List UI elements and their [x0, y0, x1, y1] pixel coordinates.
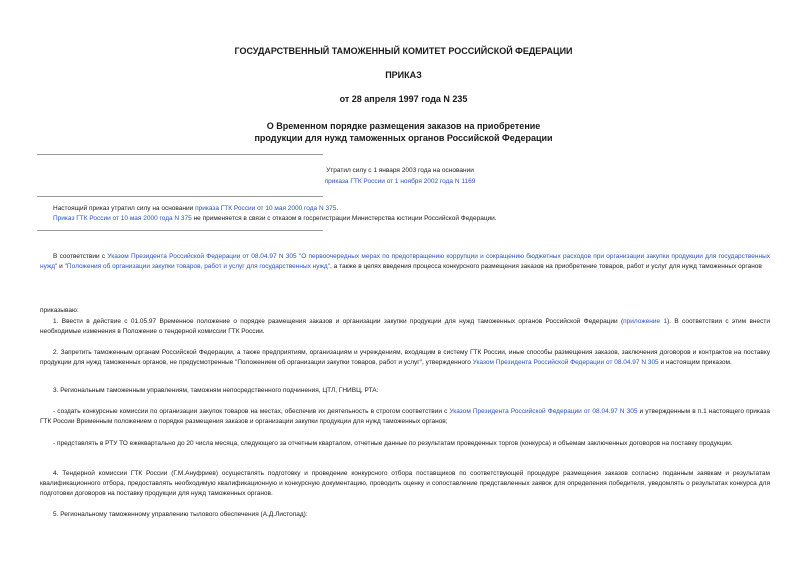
paragraph-5: 5. Региональному таможенному управлению тылового обеспечения (А.Д.Листопад): — [53, 511, 308, 518]
expiry-link[interactable]: приказа ГТК России от 1 ноября 2002 года N 1169 — [324, 178, 476, 185]
appendix-link[interactable]: приложение 1 — [623, 318, 668, 325]
separator-line — [37, 196, 323, 197]
expiry-text: Утратил силу с 1 января 2003 года на основании — [326, 167, 474, 174]
decree-link[interactable]: Указом Президента Российской Федерации от 08.04.97 N 305 — [449, 408, 638, 415]
separator-line — [37, 154, 323, 155]
title-line-2: продукции для нужд таможенных органов Российской Федерации — [254, 133, 553, 143]
separator-line — [37, 230, 323, 231]
expiry-notice — [300, 165, 500, 187]
note-text: Настоящий приказ утратил силу на основании — [53, 205, 196, 212]
paragraph-1: 1. Ввести в действие с 01.05.97 Временное положение о порядке размещения заказов и организации закупки продукции для нужд таможенных органов Российской Федерации (приложение 1). В соответствии с этим внести необходимые изменения в Положение о тендерной комиссии ГТК России. — [40, 318, 770, 335]
note-text: не применяется в связи с отказом в госрегистрации Министерства юстиции Российской Федерации. — [191, 215, 497, 222]
organization-heading: ГОСУДАРСТВЕННЫЙ ТАМОЖЕННЫЙ КОМИТЕТ РОССИЙСКОЙ ФЕДЕРАЦИИ — [234, 46, 573, 56]
decree-link[interactable]: Указом Президента Российской Федерации от 08.04.97 N 305 "О первоочередных мерах по предотвращению коррупции и сокращению бюджетных расходов при организации закупки продукции для государственных нужд" — [40, 253, 770, 270]
preamble-paragraph: В соответствии с Указом Президента Российской Федерации от 08.04.97 N 305 "О первоочередных мерах по предотвращению коррупции и сокращению бюджетных расходов при организации закупки продукции для государственных нужд" и "Положения об организации закупки товаров, работ и услуг для государственных нужд", а также в целях введения процесса конкурсного размещения заказов на приобретение товаров, работ и услуг для нужд таможенных органов — [40, 253, 770, 270]
document-title — [0, 120, 807, 144]
paragraph-4: 4. Тендерной комиссии ГТК России (Г.М.Ануфриев) осуществлять подготовку и проведение конкурсного отбора поставщиков по соответствующей процедуре размещения заказов согласно поданным заявкам и результатам квалификационного отбора, предоставлять необходимую квалификационную и конкурсную документацию, проводить оценку и сопоставление представленных заявок для определения победителя, уведомлять о результатах конкурса для подготовки договоров на поставку продукции для нужд таможенных органов. — [40, 470, 770, 497]
paragraph-3-item-1: - создать конкурсные комиссии по организации закупок товаров на местах, обеспечив их деятельность в строгом соответствии с Указом Президента Российской Федерации от 08.04.97 N 305 и утвержденным в п.1 настоящего приказа ГТК России Временным положением о порядке размещения заказов и организации закупки продукции для нужд таможенных органов; — [40, 408, 770, 425]
note-link[interactable]: Приказ ГТК России от 10 мая 2000 года N 375 — [53, 215, 192, 222]
note-link[interactable]: приказа ГТК России от 10 мая 2000 года N 375 — [195, 205, 337, 212]
document-type-heading: ПРИКАЗ — [385, 70, 422, 80]
paragraph-3-item-2: - представлять в РТУ ТО ежеквартально до 20 числа месяца, следующего за отчетным кварталом, отчетные данные по результатам проведенных торгов (конкурса) и объемам заключенных договоров на поставку продукции. — [53, 440, 733, 447]
paragraph-3: 3. Региональным таможенным управлениям, таможням непосредственного подчинения, ЦТЛ, ГНИВЦ, РТА: — [53, 387, 379, 394]
paragraph-2: 2. Запретить таможенным органам Российской Федерации, а также предприятиям, организациям и учреждениям, входящим в систему ГТК России, иные способы размещения заказов, заключения договоров и контрактов на поставку продукции для нужд таможенных органов, не предусмотренные "Положением об организации закупки товаров, работ и услуг", утвержденного Указом Президента Российской Федерации от 08.04.97 N 305 и настоящим приказом. — [40, 349, 770, 366]
title-line-1: О Временном порядке размещения заказов на приобретение — [266, 121, 541, 131]
document-date-number: от 28 апреля 1997 года N 235 — [339, 94, 468, 104]
regulation-link[interactable]: "Положения об организации закупки товаров, работ и услуг для государственных нужд" — [64, 263, 331, 270]
decree-link[interactable]: Указом Президента Российской Федерации от 08.04.97 N 305 — [472, 359, 659, 366]
order-word: приказываю: — [40, 307, 79, 314]
revocation-note: Настоящий приказ утратил силу на основании приказа ГТК России от 10 мая 2000 года N 375. Приказ ГТК России от 10 мая 2000 года N 375 не применяется в связи с отказом в госрегистрации Министерства юстиции Российской Федерации. — [53, 205, 497, 222]
